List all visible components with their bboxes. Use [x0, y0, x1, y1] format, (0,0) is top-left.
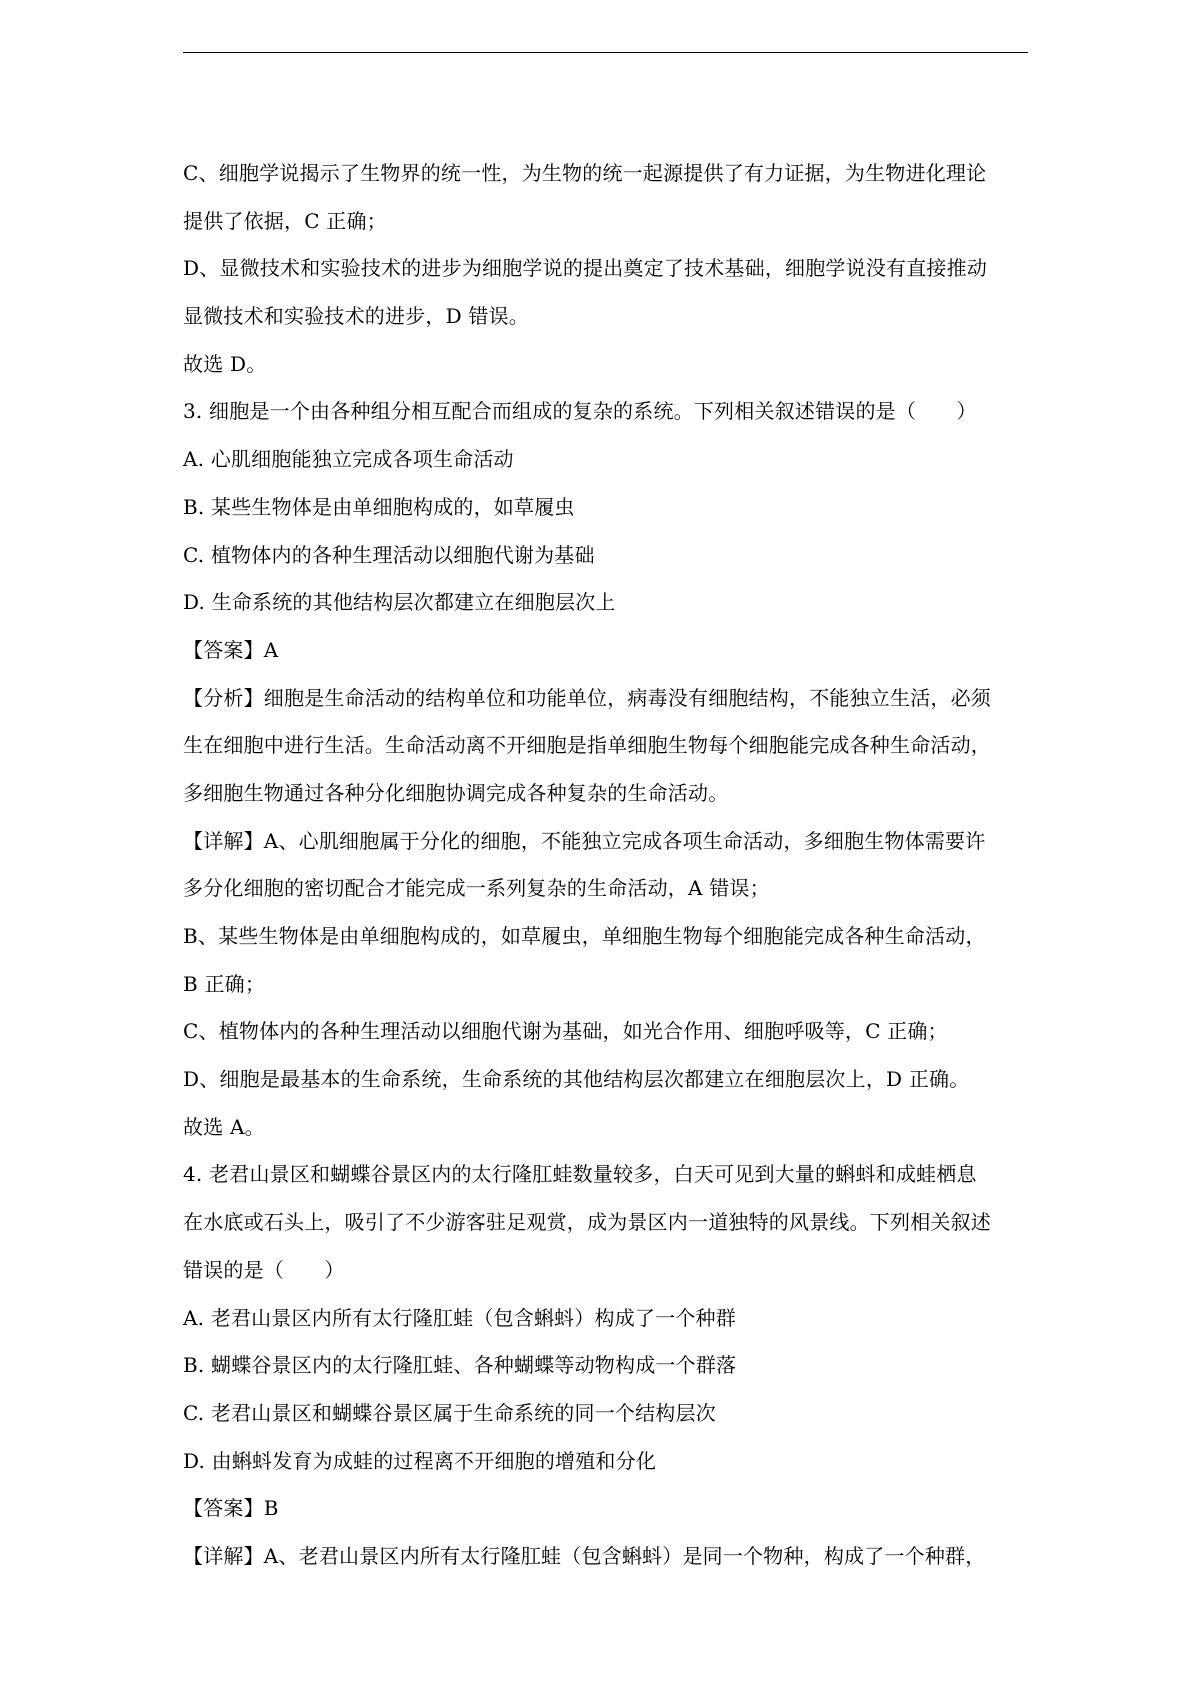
answer-line: 【答案】A: [183, 637, 279, 662]
explanation-line: 【详解】A、老君山景区内所有太行隆肛蛙（包含蝌蚪）是同一个物种，构成了一个种群，: [183, 1543, 986, 1568]
text-line: 显微技术和实验技术的进步，D 错误。: [183, 304, 529, 329]
analysis-line: 多细胞生物通过各种分化细胞协调完成各种复杂的生命活动。: [183, 780, 729, 805]
option-c: C. 老君山景区和蝴蝶谷景区属于生命系统的同一个结构层次: [183, 1400, 716, 1425]
analysis-line: 【分析】细胞是生命活动的结构单位和功能单位，病毒没有细胞结构，不能独立生活，必须: [183, 685, 991, 710]
answer-line: 【答案】B: [183, 1496, 279, 1521]
explanation-line: B、某些生物体是由单细胞构成的，如草履虫，单细胞生物每个细胞能完成各种生命活动，: [183, 924, 986, 948]
question-stem: 3. 细胞是一个由各种组分相互配合而组成的复杂的系统。下列相关叙述错误的是（ ）: [183, 399, 977, 424]
option-a: A. 心肌细胞能独立完成各项生命活动: [183, 447, 514, 472]
question-stem: 4. 老君山景区和蝴蝶谷景区内的太行隆肛蛙数量较多，白天可见到大量的蝌蚪和成蛙栖息: [183, 1162, 977, 1187]
option-d: D. 生命系统的其他结构层次都建立在细胞层次上: [183, 590, 616, 615]
explanation-line: 多分化细胞的密切配合才能完成一系列复杂的生命活动，A 错误；: [183, 876, 770, 901]
explanation-line: B 正确；: [183, 971, 266, 996]
text-line: 故选 A。: [183, 1114, 265, 1139]
option-d: D. 由蝌蚪发育为成蛙的过程离不开细胞的增殖和分化: [183, 1448, 657, 1473]
text-line: C、细胞学说揭示了生物界的统一性，为生物的统一起源提供了有力证据，为生物进化理论: [183, 161, 987, 185]
option-b: B. 蝴蝶谷景区内的太行隆肛蛙、各种蝴蝶等动物构成一个群落: [183, 1353, 737, 1378]
explanation-line: D、细胞是最基本的生命系统，生命系统的其他结构层次都建立在细胞层次上，D 正确。: [183, 1067, 970, 1092]
explanation-line: C、植物体内的各种生理活动以细胞代谢为基础，如光合作用、细胞呼吸等，C 正确；: [183, 1019, 948, 1044]
option-b: B. 某些生物体是由单细胞构成的，如草履虫: [183, 494, 575, 519]
text-line: 故选 D。: [183, 351, 267, 376]
document-body: [183, 150, 1028, 1581]
question-stem: 在水底或石头上，吸引了不少游客驻足观赏，成为景区内一道独特的风景线。下列相关叙述: [183, 1210, 991, 1235]
question-stem: 错误的是（ ）: [183, 1257, 345, 1282]
explanation-line: 【详解】A、心肌细胞属于分化的细胞，不能独立完成各项生命活动，多细胞生物体需要许: [183, 828, 986, 853]
option-a: A. 老君山景区内所有太行隆肛蛙（包含蝌蚪）构成了一个种群: [183, 1305, 736, 1330]
option-c: C. 植物体内的各种生理活动以细胞代谢为基础: [183, 542, 595, 567]
header-rule: [183, 52, 1028, 53]
analysis-line: 生在细胞中进行生活。生命活动离不开细胞是指单细胞生物每个细胞能完成各种生命活动，: [183, 733, 991, 758]
text-line: D、显微技术和实验技术的进步为细胞学说的提出奠定了技术基础，细胞学说没有直接推动: [183, 256, 988, 281]
text-line: 提供了依据，C 正确；: [183, 208, 387, 233]
